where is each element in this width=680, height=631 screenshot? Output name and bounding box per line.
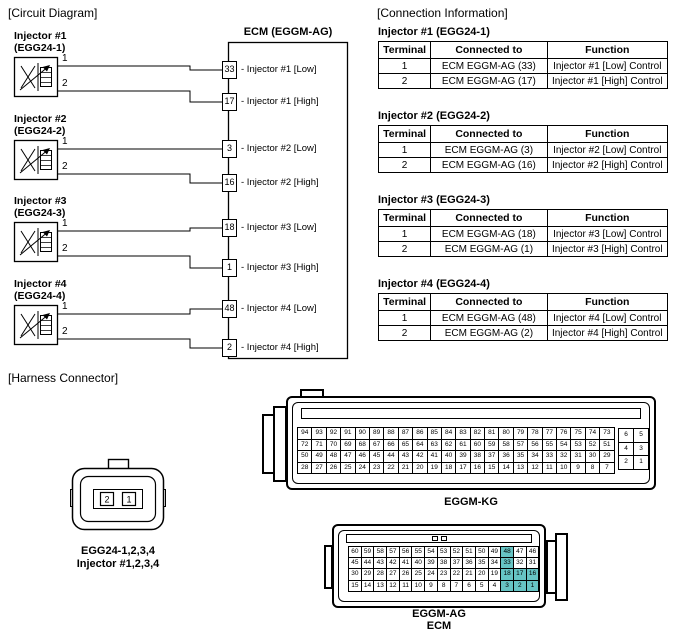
- connector-pin-row: [618, 442, 649, 457]
- table-row: [379, 227, 668, 242]
- connector-pin: 79: [513, 427, 528, 440]
- connector-pin: 1: [633, 455, 649, 470]
- connector-pin: 56: [399, 546, 413, 558]
- header-row: [379, 126, 668, 143]
- wire-high: [58, 256, 222, 268]
- connector-pin: 89: [369, 427, 384, 440]
- table-cell: Injector #2 [High] Control: [547, 158, 667, 173]
- ag-latch-tick: [432, 536, 438, 541]
- connection-table-title: Injector #4 (EGG24-4): [378, 278, 490, 290]
- connector-pin: 47: [340, 450, 355, 463]
- connector-pin: 33: [500, 557, 514, 569]
- wire-low: [58, 66, 222, 70]
- connector-pin: 57: [386, 546, 400, 558]
- connector-pin: 8: [437, 580, 451, 592]
- column-header: Connected to: [431, 210, 547, 227]
- connector-pin: 9: [424, 580, 438, 592]
- ag-latch-strip: [346, 534, 532, 543]
- connector-pin: 58: [498, 439, 513, 452]
- connector-pin-row: [618, 428, 649, 443]
- connector-pin: 48: [500, 546, 514, 558]
- connector-pin: 35: [513, 450, 528, 463]
- connector-pin: 88: [383, 427, 398, 440]
- injector-name: Injector #4: [14, 278, 67, 290]
- injector-name: Injector #3: [14, 195, 67, 207]
- connector-pin: 52: [450, 546, 464, 558]
- connector-pin-row: [297, 462, 615, 475]
- connector-pin: 72: [297, 439, 312, 452]
- ecm-terminal-function: - Injector #2 [Low]: [241, 143, 317, 154]
- wire-high: [58, 91, 222, 102]
- connector-pin: 38: [437, 557, 451, 569]
- connector-pin: 4: [488, 580, 502, 592]
- ecm-terminal-function: - Injector #3 [Low]: [241, 222, 317, 233]
- connector-pin: 29: [361, 568, 375, 580]
- circuit-diagram: [0, 0, 372, 372]
- table-cell: Injector #1 [Low] Control: [547, 59, 667, 74]
- connector-pin: 3: [633, 442, 649, 457]
- table-row: [379, 74, 668, 89]
- connector-pin: 8: [585, 462, 600, 475]
- table-row: [379, 311, 668, 326]
- connection-table-title: Injector #2 (EGG24-2): [378, 110, 490, 122]
- injector-pin-number: 1: [62, 218, 68, 229]
- connector-pin: 91: [340, 427, 355, 440]
- connector-pin: 5: [475, 580, 489, 592]
- connector-pin: 84: [441, 427, 456, 440]
- injector-symbol: [15, 141, 58, 180]
- connector-pin: 30: [348, 568, 362, 580]
- table-cell: ECM EGGM-AG (48): [431, 311, 547, 326]
- connector-pin: 49: [488, 546, 502, 558]
- connector-pin: 59: [361, 546, 375, 558]
- connector-pin: 36: [498, 450, 513, 463]
- connector-pin: 48: [326, 450, 341, 463]
- injector-pin-number: 2: [62, 243, 68, 254]
- connection-table-title: Injector #1 (EGG24-1): [378, 26, 490, 38]
- table-row: [379, 158, 668, 173]
- connector-pin: 16: [526, 568, 540, 580]
- connector-pin: 19: [488, 568, 502, 580]
- connector-pin: 28: [373, 568, 387, 580]
- connector-pin: 60: [348, 546, 362, 558]
- connector-pin: 32: [513, 557, 527, 569]
- connector-pin: 14: [361, 580, 375, 592]
- connector-pin: 21: [398, 462, 413, 475]
- connector-pin: 53: [570, 439, 585, 452]
- injector-pin-number: 1: [62, 301, 68, 312]
- ecm-terminal-number: 1: [226, 262, 232, 272]
- connector-pin: 12: [527, 462, 542, 475]
- connector-pin: 7: [450, 580, 464, 592]
- injector-name: Injector #2: [14, 113, 67, 125]
- injector-name: Injector #1: [14, 30, 67, 42]
- table-row: [379, 326, 668, 341]
- connector-pin: 15: [484, 462, 499, 475]
- table-cell: 1: [379, 143, 431, 158]
- connector-pin: 37: [450, 557, 464, 569]
- connector-pin: 2: [513, 580, 527, 592]
- connector-pin: 40: [441, 450, 456, 463]
- connector-pin: 75: [570, 427, 585, 440]
- injector-connector-code: (EGG24-3): [14, 207, 66, 219]
- header-row: [379, 42, 668, 59]
- connector-pin: 67: [369, 439, 384, 452]
- connector-pin: 77: [542, 427, 557, 440]
- connector-pin: 21: [462, 568, 476, 580]
- connector-pin: 31: [570, 450, 585, 463]
- connector-pin-row: [618, 455, 649, 470]
- connector-pin: 41: [427, 450, 442, 463]
- connector-pin: 66: [383, 439, 398, 452]
- connector-pin: 19: [427, 462, 442, 475]
- injector-symbol: [15, 306, 58, 345]
- connector-pin: 11: [399, 580, 413, 592]
- egg24-connector-label: EGG24-1,2,3,4: [81, 545, 155, 557]
- connector-pin: 13: [513, 462, 528, 475]
- connector-pin: 38: [470, 450, 485, 463]
- ag-connector-sublabel: ECM: [426, 620, 452, 631]
- connector-pin: 3: [500, 580, 514, 592]
- connector-pin: 42: [386, 557, 400, 569]
- connector-pin: 33: [542, 450, 557, 463]
- connector-pin: 15: [348, 580, 362, 592]
- column-header: Terminal: [379, 42, 431, 59]
- ecm-terminal-function: - Injector #1 [High]: [241, 96, 319, 107]
- connector-pin: 13: [373, 580, 387, 592]
- connector-pin: 16: [470, 462, 485, 475]
- connector-pin: 28: [297, 462, 312, 475]
- ecm-terminal-number: 3: [226, 143, 232, 153]
- connector-pin: 43: [373, 557, 387, 569]
- connector-pin: 22: [450, 568, 464, 580]
- connector-pin: 34: [488, 557, 502, 569]
- injector-symbol: [15, 58, 58, 97]
- ag-endcap-outer: [555, 533, 568, 601]
- connector-pin: 6: [462, 580, 476, 592]
- column-header: Connected to: [431, 126, 547, 143]
- table-row: [379, 242, 668, 257]
- connector-pin: 73: [599, 427, 614, 440]
- connector-pin: 26: [399, 568, 413, 580]
- table-cell: Injector #1 [High] Control: [547, 74, 667, 89]
- connector-pin: 81: [484, 427, 499, 440]
- ecm-terminal-number: 2: [226, 342, 232, 352]
- egg24-connector-sublabel: Injector #1,2,3,4: [76, 558, 160, 570]
- connector-pin: 60: [470, 439, 485, 452]
- injector-connector-code: (EGG24-1): [14, 42, 66, 54]
- table-cell: ECM EGGM-AG (16): [431, 158, 547, 173]
- table-cell: ECM EGGM-AG (17): [431, 74, 547, 89]
- connector-pin: 6: [618, 428, 634, 443]
- ecm-terminal-function: - Injector #1 [Low]: [241, 64, 317, 75]
- injector-pin-number: 2: [62, 161, 68, 172]
- table-row: [379, 59, 668, 74]
- column-header: Function: [547, 210, 667, 227]
- ecm-terminal-number: 18: [224, 222, 235, 232]
- connector-pin: 93: [311, 427, 326, 440]
- table-cell: 2: [379, 158, 431, 173]
- connector-pin: 49: [311, 450, 326, 463]
- connector-pin: 51: [462, 546, 476, 558]
- connector-pin: 55: [411, 546, 425, 558]
- kg-connector-label: EGGM-KG: [444, 496, 498, 508]
- column-header: Connected to: [431, 42, 547, 59]
- connector-pin: 20: [475, 568, 489, 580]
- connector-pin: 31: [526, 557, 540, 569]
- connector-pin: 25: [340, 462, 355, 475]
- connector-pin: 68: [355, 439, 370, 452]
- injector-pin-number: 2: [62, 78, 68, 89]
- kg-endcap-inner: [273, 406, 287, 482]
- connection-table-title: Injector #3 (EGG24-3): [378, 194, 490, 206]
- connector-pin: 39: [424, 557, 438, 569]
- connector-pin: 78: [527, 427, 542, 440]
- column-header: Function: [547, 294, 667, 311]
- connector-pin: 69: [340, 439, 355, 452]
- column-header: Terminal: [379, 294, 431, 311]
- connection-table: [378, 41, 668, 89]
- wire-low: [58, 309, 222, 314]
- connector-pin: 85: [427, 427, 442, 440]
- connector-pin: 74: [585, 427, 600, 440]
- connector-pin: 61: [455, 439, 470, 452]
- connector-pin: 62: [441, 439, 456, 452]
- injector-connector-code: (EGG24-4): [14, 290, 66, 302]
- connector-pin: 26: [326, 462, 341, 475]
- ag-connector-label: EGGM-AG: [412, 608, 466, 620]
- connector-pin: 51: [599, 439, 614, 452]
- table-cell: 1: [379, 311, 431, 326]
- connector-pin: 58: [373, 546, 387, 558]
- ecm-terminal-number: 16: [224, 177, 235, 187]
- column-header: Terminal: [379, 210, 431, 227]
- connector-pin: 2: [618, 455, 634, 470]
- wire-high: [58, 339, 222, 348]
- connector-pin: 30: [585, 450, 600, 463]
- table-cell: ECM EGGM-AG (33): [431, 59, 547, 74]
- connector-pin: 18: [441, 462, 456, 475]
- connection-table: [378, 209, 668, 257]
- connector-pin: 36: [462, 557, 476, 569]
- connector-pin: 70: [326, 439, 341, 452]
- connector-pin: 45: [369, 450, 384, 463]
- table-cell: ECM EGGM-AG (18): [431, 227, 547, 242]
- connector-pin: 35: [475, 557, 489, 569]
- connector-pin: 29: [599, 450, 614, 463]
- connector-pin: 92: [326, 427, 341, 440]
- connector-pin: 37: [484, 450, 499, 463]
- egg24-connector-drawing: [70, 458, 166, 540]
- ecm-terminal-function: - Injector #3 [High]: [241, 262, 319, 273]
- connector-pin: 10: [556, 462, 571, 475]
- column-header: Function: [547, 126, 667, 143]
- table-cell: ECM EGGM-AG (1): [431, 242, 547, 257]
- table-cell: ECM EGGM-AG (3): [431, 143, 547, 158]
- connection-information: [378, 0, 670, 372]
- connector-pin: 14: [498, 462, 513, 475]
- connector-pin: 24: [424, 568, 438, 580]
- pin-2-number: 2: [104, 494, 110, 505]
- ecm-terminal-number: 48: [224, 303, 235, 313]
- connector-pin: 52: [585, 439, 600, 452]
- table-cell: 2: [379, 326, 431, 341]
- connector-pin: 1: [526, 580, 540, 592]
- table-cell: 1: [379, 59, 431, 74]
- connector-pin: 76: [556, 427, 571, 440]
- connection-table: [378, 293, 668, 341]
- header-row: [379, 210, 668, 227]
- harness-connector-heading: [Harness Connector]: [8, 371, 119, 385]
- injector-pin-number: 2: [62, 326, 68, 337]
- connector-pin: 46: [355, 450, 370, 463]
- connector-pin: 17: [513, 568, 527, 580]
- circuit-diagram-heading: [Circuit Diagram]: [8, 6, 98, 20]
- wire-high: [58, 174, 222, 183]
- ecm-terminal-function: - Injector #4 [High]: [241, 342, 319, 353]
- header-row: [379, 294, 668, 311]
- connector-pin: 24: [355, 462, 370, 475]
- connector-pin: 80: [498, 427, 513, 440]
- connection-information-heading: [Connection Information]: [377, 6, 508, 20]
- table-cell: Injector #3 [High] Control: [547, 242, 667, 257]
- connector-pin: 54: [556, 439, 571, 452]
- connector-pin: 7: [599, 462, 614, 475]
- connector-pin: 87: [398, 427, 413, 440]
- connector-pin: 40: [411, 557, 425, 569]
- connector-pin: 82: [470, 427, 485, 440]
- connector-pin: 56: [527, 439, 542, 452]
- connector-pin: 27: [386, 568, 400, 580]
- ecm-terminal-number: 33: [224, 64, 235, 74]
- connector-pin: 34: [527, 450, 542, 463]
- connector-pin: 5: [633, 428, 649, 443]
- connector-pin: 50: [297, 450, 312, 463]
- table-cell: 2: [379, 242, 431, 257]
- connector-pin: 44: [361, 557, 375, 569]
- ag-latch-tick: [441, 536, 447, 541]
- injector-pin-number: 1: [62, 53, 68, 64]
- connector-pin: 50: [475, 546, 489, 558]
- table-cell: Injector #3 [Low] Control: [547, 227, 667, 242]
- connector-pin: 12: [386, 580, 400, 592]
- connector-pin: 59: [484, 439, 499, 452]
- connector-pin: 43: [398, 450, 413, 463]
- table-row: [379, 143, 668, 158]
- connector-pin: 9: [570, 462, 585, 475]
- connector-pin: 44: [383, 450, 398, 463]
- connector-pin-row: [348, 580, 539, 592]
- column-header: Terminal: [379, 126, 431, 143]
- connector-pin: 83: [455, 427, 470, 440]
- connector-pin: 46: [526, 546, 540, 558]
- column-header: Connected to: [431, 294, 547, 311]
- connector-pin: 47: [513, 546, 527, 558]
- connector-pin: 57: [513, 439, 528, 452]
- wire-low: [58, 228, 222, 231]
- connector-pin: 45: [348, 557, 362, 569]
- column-header: Function: [547, 42, 667, 59]
- connector-pin: 25: [411, 568, 425, 580]
- connector-pin: 22: [383, 462, 398, 475]
- connector-pin: 18: [500, 568, 514, 580]
- connector-pin: 55: [542, 439, 557, 452]
- connector-pin: 42: [412, 450, 427, 463]
- table-cell: Injector #4 [Low] Control: [547, 311, 667, 326]
- connector-pin: 86: [412, 427, 427, 440]
- injector-symbol: [15, 223, 58, 262]
- ecm-terminal-function: - Injector #2 [High]: [241, 177, 319, 188]
- ecm-terminal-function: - Injector #4 [Low]: [241, 303, 317, 314]
- connector-pin: 39: [455, 450, 470, 463]
- connector-pin: 20: [412, 462, 427, 475]
- table-cell: Injector #4 [High] Control: [547, 326, 667, 341]
- connector-pin: 94: [297, 427, 312, 440]
- connector-pin: 17: [455, 462, 470, 475]
- table-cell: 1: [379, 227, 431, 242]
- connector-pin: 54: [424, 546, 438, 558]
- connector-pin: 10: [411, 580, 425, 592]
- connector-pin: 32: [556, 450, 571, 463]
- connector-pin: 23: [437, 568, 451, 580]
- connector-pin: 4: [618, 442, 634, 457]
- connector-pin: 53: [437, 546, 451, 558]
- kg-latch-strip: [301, 408, 641, 419]
- table-cell: 2: [379, 74, 431, 89]
- connector-pin: 64: [412, 439, 427, 452]
- connector-pin: 90: [355, 427, 370, 440]
- pin-1-number: 1: [126, 494, 132, 505]
- connector-pin: 71: [311, 439, 326, 452]
- connector-pin: 23: [369, 462, 384, 475]
- injector-connector-code: (EGG24-2): [14, 125, 66, 137]
- connector-pin: 11: [542, 462, 557, 475]
- connector-pin: 63: [427, 439, 442, 452]
- table-cell: Injector #2 [Low] Control: [547, 143, 667, 158]
- ecm-terminal-number: 17: [224, 96, 235, 106]
- connector-pin: 41: [399, 557, 413, 569]
- injector-pin-number: 1: [62, 136, 68, 147]
- ecm-title: ECM (EGGM-AG): [243, 26, 333, 38]
- connector-pin: 27: [311, 462, 326, 475]
- connection-table: [378, 125, 668, 173]
- connector-pin: 65: [398, 439, 413, 452]
- table-cell: ECM EGGM-AG (2): [431, 326, 547, 341]
